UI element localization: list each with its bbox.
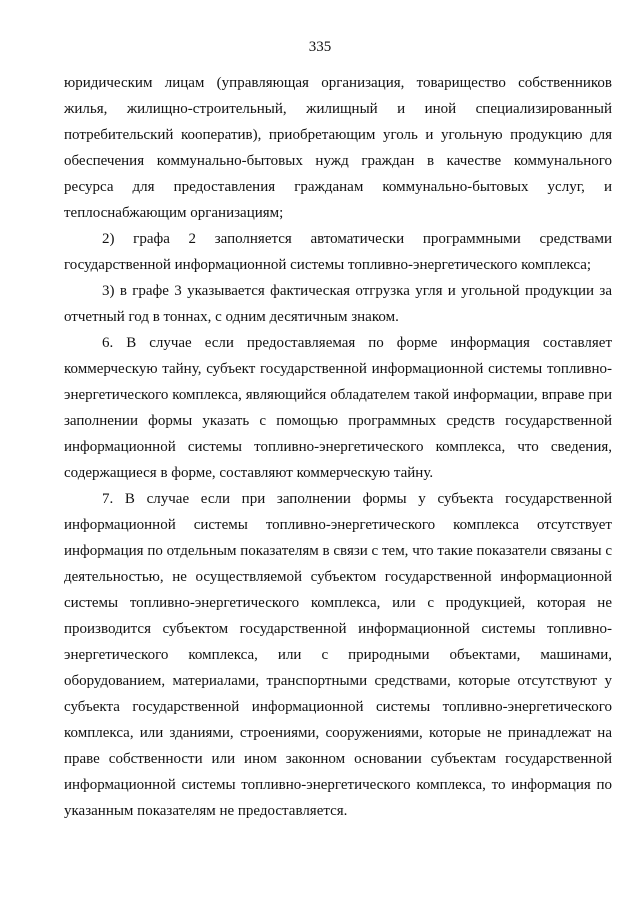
paragraph-continuation: юридическим лицам (управляющая организация, товарищество собственников жилья, жилищно-строительный, жилищный и иной специализированный потребительский кооператив), приобретающим уголь и угольную продукцию для обеспечения коммунально-бытовых нужд граждан в качестве коммунального ресурса для предоставления гражданам коммунально-бытовых услуг, и теплоснабжающим организациям; (64, 75, 612, 221)
paragraph-item-3: 3) в графе 3 указывается фактическая отгрузка угля и угольной продукции за отчетный год в тоннах, с одним десятичным знаком. (64, 283, 612, 325)
page-number: 335 (308, 39, 332, 55)
paragraph-clause-7: 7. В случае если при заполнении формы у субъекта государственной информационной системы топливно-энергетического комплекса отсутствует информация по отдельным показателям в связи с тем, что такие показатели связаны с деятельностью, не осуществляемой субъектом государственной информационной системы топливно-энергетического комплекса, или с продукцией, которая не производится субъектом государственной информационной системы топливно-энергетического комплекса, или с природными объектами, машинами, оборудованием, материалами, транспортными средствами, которые отсутствуют у субъекта государственной информационной системы топливно-энергетического комплекса, или зданиями, строениями, сооружениями, которые не принадлежат на праве собственности или ином законном основании субъектам государственной информационной системы топливно-энергетического комплекса, то информация по указанным показателям не предоставляется. (64, 491, 612, 819)
paragraph-item-2: 2) графа 2 заполняется автоматически программными средствами государственной информационной системы топливно-энергетического комплекса; (64, 231, 612, 273)
document-body (64, 70, 612, 824)
paragraph-clause-6: 6. В случае если предоставляемая по форме информация составляет коммерческую тайну, субъект государственной информационной системы топливно-энергетического комплекса, являющийся обладателем такой информации, вправе при заполнении формы указать с помощью программных средств государственной информационной системы топливно-энергетического комплекса, что сведения, содержащиеся в форме, составляют коммерческую тайну. (64, 335, 612, 481)
